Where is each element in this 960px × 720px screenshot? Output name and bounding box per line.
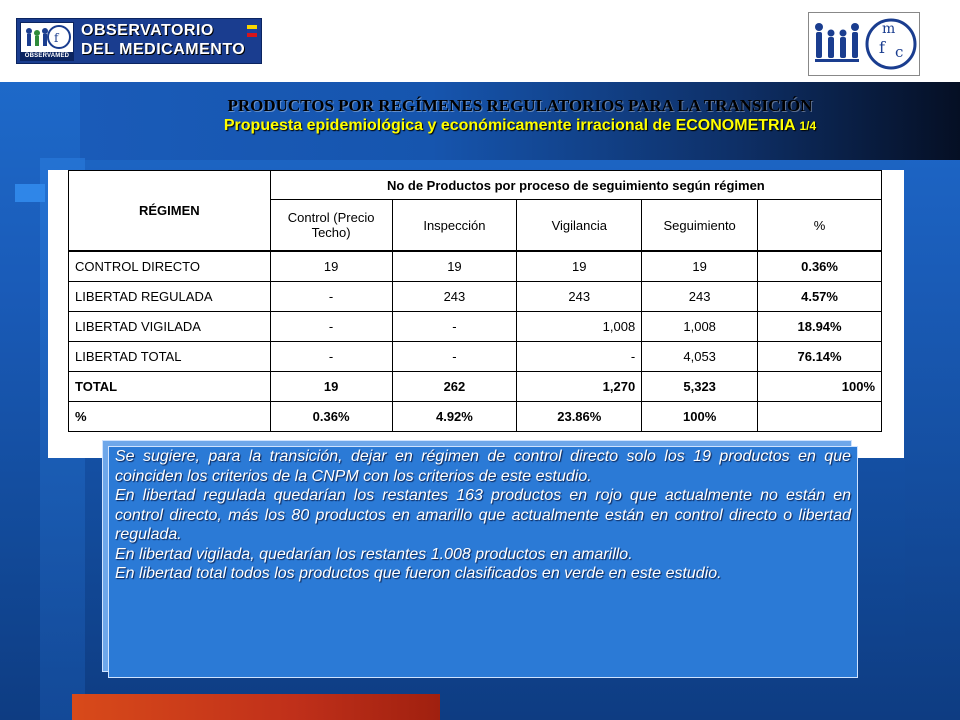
table-cell: 243 xyxy=(642,282,758,312)
paragraph-libertad-total: En libertad total todos los productos que fueron clasificados en verde en este estudio. xyxy=(115,565,722,582)
column-header: Seguimiento xyxy=(642,200,758,252)
table-cell: 23.86% xyxy=(517,402,642,432)
observatorio-logo xyxy=(16,18,262,64)
table-cell: 76.14% xyxy=(758,342,882,372)
svg-text:c: c xyxy=(895,43,904,61)
table-cell: - xyxy=(392,342,517,372)
svg-text:m: m xyxy=(882,21,896,37)
logo-line-1: OBSERVATORIO xyxy=(81,22,214,39)
logo-line-2: DEL MEDICAMENTO xyxy=(81,41,246,58)
paragraph-libertad-regulada: En libertad regulada quedarían los restantes 163 productos en rojo que actualmente no están en control directo, más los 80 productos en amarillo que actualmente están en control directo o libertad regulada. xyxy=(115,487,851,543)
table-cell: 100% xyxy=(642,402,758,432)
table-cell: 19 xyxy=(517,251,642,282)
table-cell: 243 xyxy=(392,282,517,312)
row-label: LIBERTAD VIGILADA xyxy=(69,312,271,342)
column-header: Inspección xyxy=(392,200,517,252)
table-panel xyxy=(48,170,904,458)
row-label: TOTAL xyxy=(69,372,271,402)
paragraph-control-directo: Se sugiere, para la transición, dejar en régimen de control directo solo los 19 productos en que coinciden los criterios de la CNPM con los criterios de este estudio. xyxy=(115,448,851,485)
mfc-logo xyxy=(808,12,920,76)
table-cell: 18.94% xyxy=(758,312,882,342)
decorative-block xyxy=(15,184,45,202)
row-label: LIBERTAD REGULADA xyxy=(69,282,271,312)
family-people-icon xyxy=(809,13,919,75)
table-cell xyxy=(758,402,882,432)
decorative-accent-bar xyxy=(72,694,440,720)
title-band xyxy=(80,82,960,160)
row-label: CONTROL DIRECTO xyxy=(69,251,271,282)
decorative-stripe-right xyxy=(905,160,960,720)
table-cell: 100% xyxy=(758,372,882,402)
table-cell: 262 xyxy=(392,372,517,402)
subtitle-text: Propuesta epidemiológica y económicamente irracional de ECONOMETRIA xyxy=(223,117,795,134)
table-cell: 19 xyxy=(270,251,392,282)
table-row xyxy=(69,282,882,312)
header-group: No de Productos por proceso de seguimiento según régimen xyxy=(270,171,881,200)
observamed-label: OBSERVAMED xyxy=(20,52,74,61)
column-header: Control (Precio Techo) xyxy=(270,200,392,252)
svg-text:f: f xyxy=(54,31,59,45)
row-label: % xyxy=(69,402,271,432)
table-cell: 19 xyxy=(270,372,392,402)
table-row xyxy=(69,402,882,432)
page-subtitle xyxy=(80,117,960,135)
colombia-flag-icon xyxy=(247,25,257,37)
table-cell: 4.57% xyxy=(758,282,882,312)
table-cell: 4,053 xyxy=(642,342,758,372)
table-cell: 19 xyxy=(392,251,517,282)
page-number: 1/4 xyxy=(799,119,817,133)
table-cell: - xyxy=(270,282,392,312)
table-cell: 1,270 xyxy=(517,372,642,402)
table-row xyxy=(69,342,882,372)
explanation-textbox xyxy=(108,446,858,678)
table-row xyxy=(69,312,882,342)
svg-text:f: f xyxy=(879,38,885,57)
table-cell: 19 xyxy=(642,251,758,282)
table-cell: - xyxy=(517,342,642,372)
column-header: Vigilancia xyxy=(517,200,642,252)
paragraph-libertad-vigilada: En libertad vigilada, quedarían los restantes 1.008 productos en amarillo. xyxy=(115,545,633,563)
table-cell: - xyxy=(392,312,517,342)
table-cell: 243 xyxy=(517,282,642,312)
table-row xyxy=(69,372,882,402)
table-cell: 1,008 xyxy=(517,312,642,342)
regimen-table xyxy=(68,170,882,432)
table-cell: 1,008 xyxy=(642,312,758,342)
row-label: LIBERTAD TOTAL xyxy=(69,342,271,372)
column-header: % xyxy=(758,200,882,252)
page-title: PRODUCTOS POR REGÍMENES REGULATORIOS PARA LA TRANSICIÓN xyxy=(227,96,813,115)
table-cell: - xyxy=(270,312,392,342)
table-cell: 0.36% xyxy=(758,251,882,282)
table-cell: - xyxy=(270,342,392,372)
table-cell: 4.92% xyxy=(392,402,517,432)
table-cell: 0.36% xyxy=(270,402,392,432)
header-regimen: RÉGIMEN xyxy=(69,171,271,252)
table-row xyxy=(69,251,882,282)
table-cell: 5,323 xyxy=(642,372,758,402)
